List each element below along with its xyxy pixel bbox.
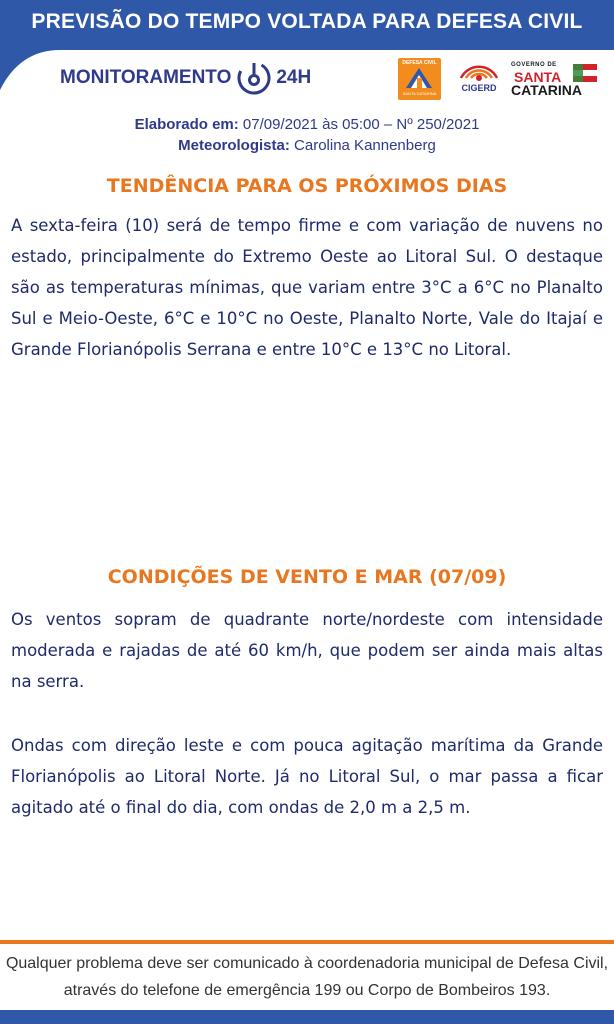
footer-bar	[0, 1010, 614, 1024]
wind-sea-heading: CONDIÇÕES DE VENTO E MAR (07/09)	[107, 566, 507, 588]
gov-line2: CATARINA	[511, 82, 583, 98]
defesa-civil-logo-label: DEFESA CIVIL	[402, 60, 437, 66]
gov-small-label: GOVERNO DE	[511, 62, 557, 68]
monitoring-24h-icon	[234, 58, 274, 98]
footer-line-1: Qualquer problema deve ser comunicado à coordenadoria municipal de Defesa Civil,	[5, 955, 609, 972]
cigerd-logo-label: CIGERD	[461, 83, 497, 93]
sea-paragraph: Ondas com direção leste e com pouca agitação marítima da Grande Florianópolis ao Litoral Norte. Já no Litoral Sul, o mar passa a ficar agitado até o final do dia, com ondas de 2,0 m a 2,5 m.	[11, 736, 603, 817]
trend-heading: TENDÊNCIA PARA OS PRÓXIMOS DIAS	[106, 175, 508, 197]
meteorologist-value: Carolina Kannenberg	[294, 137, 436, 154]
cigerd-signal-icon	[455, 58, 503, 84]
meteorologist-line	[0, 137, 614, 154]
prepared-line	[0, 116, 614, 133]
brand-text: MONITORAMENTO	[60, 67, 232, 88]
trend-paragraph: A sexta-feira (10) será de tempo firme e com variação de nuvens no estado, principalmente do Extremo Oeste ao Litoral Sul. O destaque são as temperaturas mínimas, que variam entre 3°C a 6°C no Planalto Sul e Meio-Oeste, 6°C e 10°C no Oeste, Planalto Norte, Vale do Itajaí e Grande Florianópolis Serrana e entre 10°C e 13°C no Litoral.	[11, 216, 603, 359]
brand-suffix: 24H	[276, 67, 312, 88]
wind-paragraph: Os ventos sopram de quadrante norte/nordeste com intensidade moderada e rajadas de até 60 km/h, que podem ser ainda mais altas na serra.	[11, 610, 603, 691]
governo-santa-catarina-logo	[511, 62, 603, 102]
brand-logo	[60, 59, 311, 97]
santa-catarina-flag-icon	[573, 64, 597, 82]
page-title: PREVISÃO DO TEMPO VOLTADA PARA DEFESA CIVIL	[31, 10, 583, 33]
prepared-value: 07/09/2021 às 05:00 – Nº 250/2021	[242, 116, 480, 133]
footer-divider	[0, 940, 614, 944]
footer-notice	[0, 950, 614, 1004]
gov-line1: SANTA	[514, 69, 562, 85]
defesa-civil-logo	[398, 58, 441, 100]
footer-line-2: através do telefone de emergência 199 ou Corpo de Bombeiros 193.	[63, 982, 551, 999]
defesa-civil-logo-sub: SANTA CATARINA	[402, 91, 437, 96]
prepared-label: Elaborado em:	[134, 116, 239, 133]
cigerd-logo	[455, 58, 503, 102]
meteorologist-label: Meteorologista:	[178, 137, 290, 154]
